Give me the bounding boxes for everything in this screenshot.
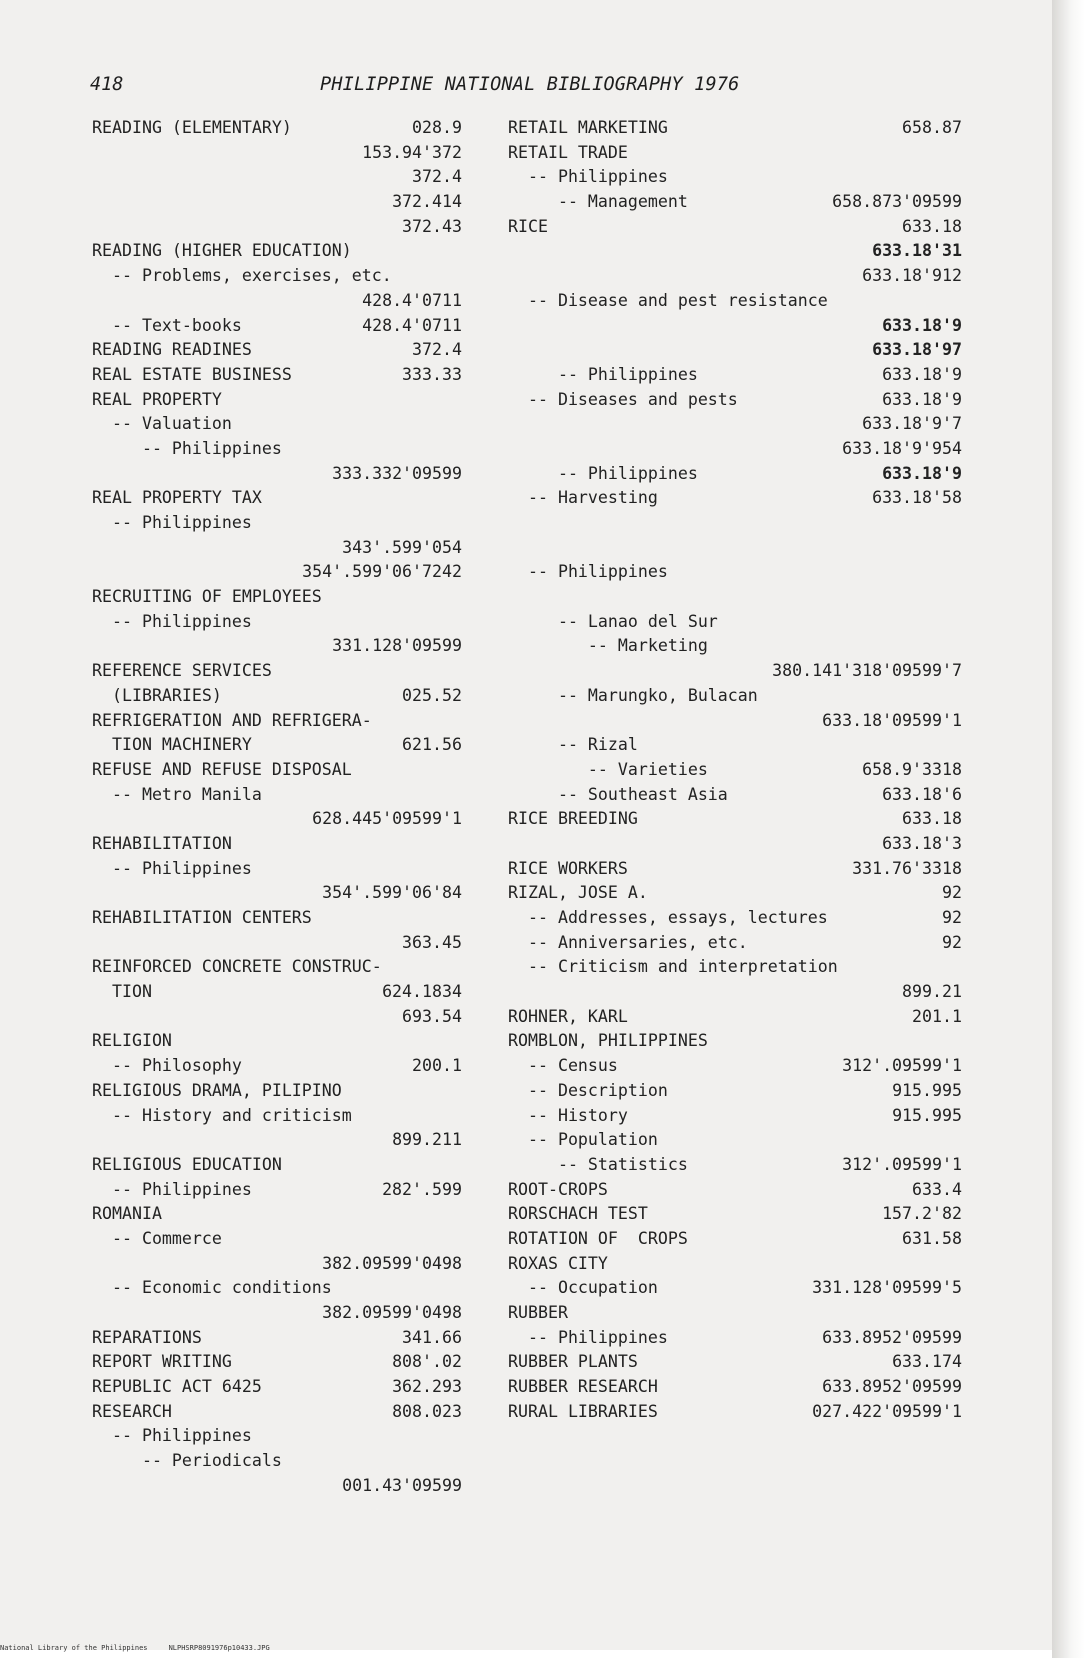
classification-number: 633.18'9 — [882, 389, 962, 409]
classification-number: 633.18'31 — [872, 241, 962, 261]
index-entry-line — [92, 314, 462, 339]
classification-number: 633.18 — [902, 809, 962, 829]
classification-number: 372.414 — [392, 192, 462, 212]
classification-number: 633.18'9 — [882, 364, 962, 384]
classification-number: 633.18'912 — [862, 266, 962, 286]
classification-number: 633.18'58 — [872, 488, 962, 508]
index-entry-line — [508, 412, 962, 437]
scan-footer: National Library of the Philippines NLPHSRP8091976p10433.JPG — [0, 1644, 270, 1652]
index-entry-line — [92, 659, 462, 684]
subject-heading: RELIGIOUS EDUCATION — [92, 1154, 282, 1174]
index-entry-line — [92, 388, 462, 413]
index-entry-line — [92, 1153, 462, 1178]
index-entry-line — [92, 536, 462, 561]
index-entry-line — [92, 1029, 462, 1054]
index-entry-line — [92, 758, 462, 783]
index-entry-line — [92, 980, 462, 1005]
index-entry-line — [92, 709, 462, 734]
subject-heading: READING (ELEMENTARY) — [92, 118, 292, 137]
subject-heading: -- History and criticism — [92, 1105, 352, 1125]
index-entry-line — [508, 733, 962, 758]
index-entry-line — [508, 980, 962, 1005]
index-entry-line — [92, 560, 462, 585]
index-entry-line — [92, 116, 462, 141]
classification-number: 363.45 — [402, 932, 462, 952]
subject-heading: -- Philippines — [92, 438, 282, 458]
subject-heading: ROXAS CITY — [508, 1253, 608, 1273]
index-entry-line — [508, 634, 962, 659]
classification-number: 354'.599'06'7242 — [302, 562, 462, 582]
index-entry-line — [508, 1227, 962, 1252]
subject-heading: RECRUITING OF EMPLOYEES — [92, 587, 322, 607]
subject-heading: -- Occupation — [508, 1278, 658, 1298]
index-entry-line — [508, 190, 962, 215]
classification-number: 624.1834 — [382, 982, 462, 1002]
index-entry-line — [92, 832, 462, 857]
subject-heading: -- Southeast Asia — [508, 784, 728, 804]
classification-number: 915.995 — [892, 1080, 962, 1100]
classification-number: 372.4 — [412, 340, 462, 360]
subject-heading: -- Marungko, Bulacan — [508, 685, 758, 705]
subject-heading: REAL ESTATE BUSINESS — [92, 364, 292, 384]
subject-heading: RIZAL, JOSE A. — [508, 883, 648, 903]
index-entry-line — [508, 215, 962, 240]
classification-number: 331.128'09599'5 — [812, 1278, 962, 1298]
index-entry-line — [508, 289, 962, 314]
subject-heading: -- Population — [508, 1130, 658, 1150]
subject-heading: -- Description — [508, 1080, 668, 1100]
index-entry-line — [92, 857, 462, 882]
subject-heading: -- Valuation — [92, 414, 232, 434]
classification-number: 382.09599'0498 — [322, 1253, 462, 1273]
classification-number: 658.873'09599 — [832, 192, 962, 212]
subject-heading: -- Anniversaries, etc. — [508, 932, 748, 952]
index-entry-line — [508, 511, 962, 536]
index-entry-line — [508, 931, 962, 956]
index-entry-line — [508, 116, 962, 141]
index-entry-line — [92, 1350, 462, 1375]
index-entry-line — [92, 264, 462, 289]
subject-heading: -- Varieties — [508, 759, 708, 779]
index-entry-line — [508, 141, 962, 166]
classification-number: 341.66 — [402, 1327, 462, 1347]
classification-number: 282'.599 — [382, 1179, 462, 1199]
index-entry-line — [508, 1054, 962, 1079]
index-entry-line — [92, 141, 462, 166]
classification-number: 382.09599'0498 — [322, 1303, 462, 1322]
classification-number: 153.94'372 — [362, 142, 462, 162]
index-entry-line — [508, 906, 962, 931]
subject-heading: -- Census — [508, 1056, 618, 1076]
subject-heading: -- Philippines — [508, 562, 668, 582]
index-entry-line — [92, 1400, 462, 1425]
subject-heading: REFUSE AND REFUSE DISPOSAL — [92, 759, 352, 779]
index-entry-line — [92, 955, 462, 980]
subject-heading: RUBBER PLANTS — [508, 1352, 638, 1372]
subject-heading: ROMBLON, PHILIPPINES — [508, 1031, 708, 1051]
index-entry-line — [508, 1128, 962, 1153]
subject-heading: -- Criticism and interpretation — [508, 957, 838, 977]
subject-heading: RELIGIOUS DRAMA, PILIPINO — [92, 1080, 342, 1100]
subject-heading: RORSCHACH TEST — [508, 1204, 648, 1224]
index-entry-line — [508, 1104, 962, 1129]
subject-heading: -- Philippines — [508, 463, 698, 483]
index-entry-line — [508, 758, 962, 783]
index-entry-line — [92, 412, 462, 437]
classification-number: 201.1 — [912, 1006, 962, 1026]
index-entry-line — [508, 1202, 962, 1227]
classification-number: 808.023 — [392, 1401, 462, 1421]
subject-heading: REINFORCED CONCRETE CONSTRUC- — [92, 957, 382, 977]
subject-heading: -- Metro Manila — [92, 784, 262, 804]
subject-heading: REAL PROPERTY TAX — [92, 488, 262, 508]
classification-number: 633.18'3 — [882, 833, 962, 853]
classification-number: 333.332'09599 — [332, 463, 462, 483]
index-entry-line — [92, 1005, 462, 1030]
index-entry-line — [92, 289, 462, 314]
index-entry-line — [92, 1326, 462, 1351]
index-entry-line — [508, 1079, 962, 1104]
index-entry-line — [92, 733, 462, 758]
index-entry-line — [508, 783, 962, 808]
subject-heading: ROHNER, KARL — [508, 1006, 628, 1026]
index-entry-line — [92, 1375, 462, 1400]
subject-heading: RUBBER RESEARCH — [508, 1377, 658, 1397]
subject-heading: REHABILITATION — [92, 833, 232, 853]
subject-heading: -- Philippines — [92, 858, 252, 878]
classification-number: 633.18'9 — [882, 315, 962, 335]
index-entry-line — [508, 585, 962, 610]
index-entry-line — [92, 634, 462, 659]
index-entry-line — [508, 437, 962, 462]
index-entry-line — [508, 264, 962, 289]
index-entry-line — [92, 363, 462, 388]
index-entry-line — [508, 807, 962, 832]
index-entry-line — [508, 338, 962, 363]
classification-number: 633.18'9'7 — [862, 414, 962, 434]
classification-number: 025.52 — [402, 685, 462, 705]
index-entry-line — [92, 1474, 462, 1499]
index-entry-line — [508, 1400, 962, 1425]
classification-number: 312'.09599'1 — [842, 1056, 962, 1076]
classification-number: 354'.599'06'84 — [322, 883, 462, 903]
classification-number: 001.43'09599 — [342, 1475, 462, 1495]
subject-heading: RETAIL MARKETING — [508, 118, 668, 137]
page-edge — [1052, 0, 1085, 1658]
subject-heading: -- Economic conditions — [92, 1278, 332, 1298]
classification-number: 633.18'97 — [872, 340, 962, 360]
subject-heading: RELIGION — [92, 1031, 172, 1051]
index-entry-line — [508, 165, 962, 190]
subject-heading: -- Statistics — [508, 1154, 688, 1174]
classification-number: 658.9'3318 — [862, 759, 962, 779]
subject-heading: REFERENCE SERVICES — [92, 661, 272, 681]
subject-heading: -- Rizal — [508, 735, 638, 755]
index-entry-line — [508, 1005, 962, 1030]
index-entry-line — [508, 1178, 962, 1203]
subject-heading: ROOT-CROPS — [508, 1179, 608, 1199]
subject-heading: ROMANIA — [92, 1204, 162, 1224]
index-entry-line — [92, 807, 462, 832]
page-header — [90, 68, 790, 98]
index-entry-line — [92, 1054, 462, 1079]
classification-number: 92 — [942, 883, 962, 903]
classification-number: 333.33 — [402, 364, 462, 384]
classification-number: 633.18'09599'1 — [822, 710, 962, 730]
subject-heading: -- Philippines — [508, 167, 668, 187]
index-entry-line — [92, 1202, 462, 1227]
subject-heading: -- Periodicals — [92, 1451, 282, 1471]
classification-number: 633.8952'09599 — [822, 1377, 962, 1397]
classification-number: 631.58 — [902, 1228, 962, 1248]
index-entry-line — [92, 783, 462, 808]
index-entry-line — [92, 239, 462, 264]
classification-number: 380.141'318'09599'7 — [772, 661, 962, 681]
classification-number: 372.43 — [402, 216, 462, 236]
classification-number: 428.4'0711 — [362, 315, 462, 335]
subject-heading: -- Philosophy — [92, 1056, 242, 1076]
classification-number: 92 — [942, 908, 962, 927]
classification-number: 899.211 — [392, 1130, 462, 1150]
classification-number: 157.2'82 — [882, 1204, 962, 1224]
subject-heading: RETAIL TRADE — [508, 142, 628, 162]
subject-heading: -- History — [508, 1105, 628, 1125]
index-entry-line — [508, 1153, 962, 1178]
classification-number: 633.18'6 — [882, 784, 962, 804]
subject-heading: REPARATIONS — [92, 1327, 202, 1347]
index-entry-line — [508, 709, 962, 734]
page-number: 418 — [90, 74, 124, 95]
index-entry-line — [508, 659, 962, 684]
index-entry-line — [508, 462, 962, 487]
classification-number: 343'.599'054 — [342, 537, 462, 557]
subject-heading: TION — [92, 982, 152, 1002]
subject-heading: ROTATION OF CROPS — [508, 1228, 688, 1248]
classification-number: 331.128'09599 — [332, 636, 462, 656]
classification-number: 362.293 — [392, 1377, 462, 1397]
classification-number: 633.18'9 — [882, 463, 962, 483]
index-entry-line — [92, 1227, 462, 1252]
index-entry-line — [92, 610, 462, 635]
subject-heading: -- Philippines — [92, 1179, 252, 1199]
subject-heading: -- Lanao del Sur — [508, 611, 718, 631]
subject-heading: -- Philippines — [508, 364, 698, 384]
classification-number: 693.54 — [402, 1006, 462, 1026]
classification-number: 633.4 — [912, 1179, 962, 1199]
subject-heading: -- Philippines — [92, 513, 252, 532]
classification-number: 633.18 — [902, 216, 962, 236]
subject-heading: -- Text-books — [92, 315, 242, 335]
index-entry-line — [508, 1029, 962, 1054]
index-entry-line — [508, 832, 962, 857]
index-entry-line — [508, 560, 962, 585]
page-title: PHILIPPINE NATIONAL BIBLIOGRAPHY 1976 — [320, 74, 740, 95]
index-entry-line — [508, 1301, 962, 1326]
subject-heading: -- Management — [508, 192, 688, 212]
subject-heading: RICE — [508, 216, 548, 236]
subject-heading: RICE WORKERS — [508, 858, 628, 878]
subject-heading: READING (HIGHER EDUCATION) — [92, 241, 352, 261]
subject-heading: TION MACHINERY — [92, 735, 252, 755]
left-column — [92, 116, 462, 1499]
index-entry-line — [92, 1079, 462, 1104]
index-entry-line — [92, 511, 462, 536]
classification-number: 628.445'09599'1 — [312, 809, 462, 829]
classification-number: 633.174 — [892, 1352, 962, 1372]
index-entry-line — [92, 1252, 462, 1277]
subject-heading: RUBBER — [508, 1303, 568, 1322]
classification-number: 027.422'09599'1 — [812, 1401, 962, 1421]
index-entry-line — [92, 338, 462, 363]
index-entry-line — [508, 1375, 962, 1400]
subject-heading: -- Philippines — [92, 1426, 252, 1446]
classification-number: 92 — [942, 932, 962, 952]
index-entry-line — [508, 684, 962, 709]
subject-heading: REPUBLIC ACT 6425 — [92, 1377, 262, 1397]
index-entry-line — [92, 931, 462, 956]
classification-number: 331.76'3318 — [852, 858, 962, 878]
subject-heading: -- Philippines — [92, 611, 252, 631]
classification-number: 899.21 — [902, 982, 962, 1002]
classification-number: 633.18'9'954 — [842, 438, 962, 458]
subject-heading: -- Diseases and pests — [508, 389, 738, 409]
subject-heading: RICE BREEDING — [508, 809, 638, 829]
subject-heading: -- Marketing — [508, 636, 708, 656]
subject-heading: -- Addresses, essays, lectures — [508, 908, 828, 927]
subject-heading: READING READINES — [92, 340, 252, 360]
index-entry-line — [92, 585, 462, 610]
index-entry-line — [508, 314, 962, 339]
index-entry-line — [92, 881, 462, 906]
index-entry-line — [92, 684, 462, 709]
classification-number: 621.56 — [402, 735, 462, 755]
classification-number: 633.8952'09599 — [822, 1327, 962, 1347]
index-entry-line — [92, 437, 462, 462]
index-entry-line — [92, 462, 462, 487]
index-entry-line — [508, 388, 962, 413]
index-entry-line — [92, 906, 462, 931]
index-entry-line — [508, 363, 962, 388]
index-entry-line — [508, 857, 962, 882]
classification-number: 200.1 — [412, 1056, 462, 1076]
index-entry-line — [508, 1252, 962, 1277]
subject-heading: -- Disease and pest resistance — [508, 290, 828, 310]
index-entry-line — [508, 1276, 962, 1301]
index-entry-line — [92, 1104, 462, 1129]
index-entry-line — [508, 486, 962, 511]
index-entry-line — [92, 486, 462, 511]
index-entry-line — [92, 1178, 462, 1203]
index-entry-line — [508, 610, 962, 635]
right-column — [508, 116, 962, 1424]
index-entry-line — [92, 1276, 462, 1301]
index-entry-line — [508, 881, 962, 906]
subject-heading: -- Philippines — [508, 1327, 668, 1347]
index-entry-line — [92, 1128, 462, 1153]
subject-heading: REFRIGERATION AND REFRIGERA- — [92, 710, 372, 730]
index-entry-line — [92, 1301, 462, 1326]
classification-number: 312'.09599'1 — [842, 1154, 962, 1174]
subject-heading: RURAL LIBRARIES — [508, 1401, 658, 1421]
index-entry-line — [92, 190, 462, 215]
index-entry-line — [92, 165, 462, 190]
subject-heading: -- Problems, exercises, etc. — [92, 266, 392, 286]
subject-heading: REPORT WRITING — [92, 1352, 232, 1372]
subject-heading: -- Commerce — [92, 1228, 222, 1248]
index-entry-line — [508, 955, 962, 980]
classification-number: 915.995 — [892, 1105, 962, 1125]
subject-heading: REHABILITATION CENTERS — [92, 908, 312, 927]
subject-heading: -- Harvesting — [508, 488, 658, 508]
classification-number: 658.87 — [902, 118, 962, 137]
classification-number: 028.9 — [412, 118, 462, 137]
index-entry-line — [508, 536, 962, 561]
index-entry-line — [508, 1350, 962, 1375]
classification-number: 808'.02 — [392, 1352, 462, 1372]
index-entry-line — [508, 239, 962, 264]
subject-heading: (LIBRARIES) — [92, 685, 222, 705]
index-entry-line — [508, 1326, 962, 1351]
subject-heading: RESEARCH — [92, 1401, 172, 1421]
index-entry-line — [92, 215, 462, 240]
index-entry-line — [92, 1449, 462, 1474]
classification-number: 372.4 — [412, 167, 462, 187]
subject-heading: REAL PROPERTY — [92, 389, 222, 409]
index-entry-line — [92, 1424, 462, 1449]
classification-number: 428.4'0711 — [362, 290, 462, 310]
